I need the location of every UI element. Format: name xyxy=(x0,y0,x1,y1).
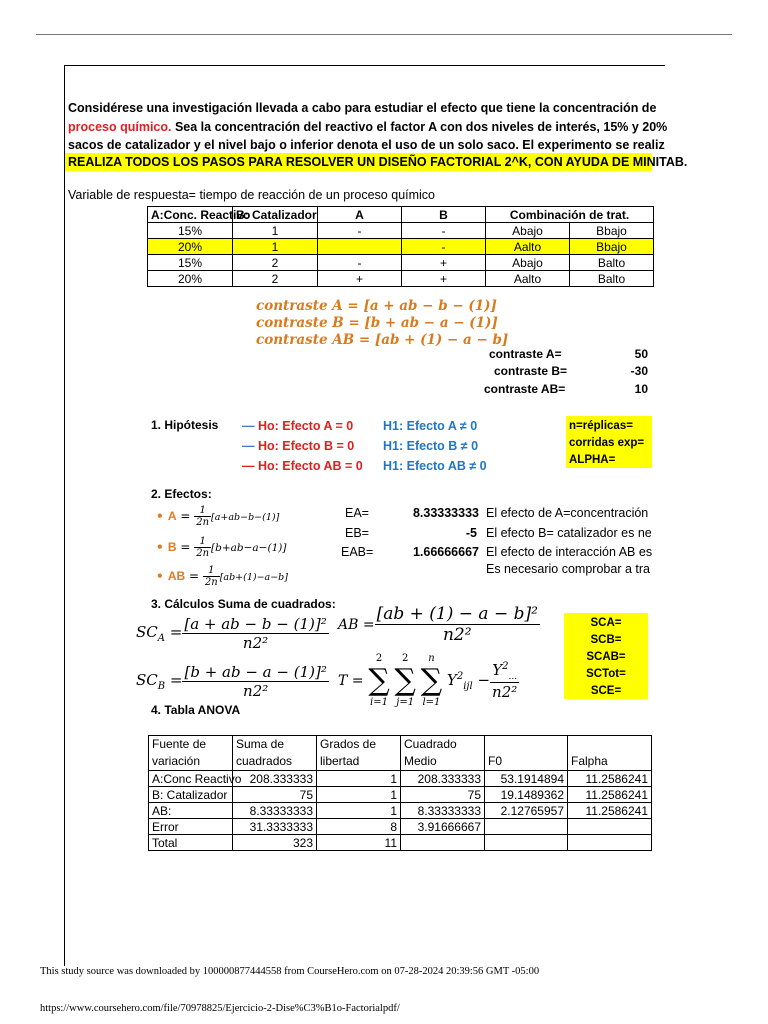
ea-label: EA= xyxy=(345,506,369,520)
contrast-b-value: -30 xyxy=(630,364,648,378)
eb-label: EB= xyxy=(345,526,369,540)
sctot-label: SCTot= xyxy=(586,668,626,680)
anova-cell: 8.33333333 xyxy=(233,803,317,819)
sct-formula: T = 2 ∑ i=1 2 ∑ j=1 n ∑ l=1 $Y^2_{ijl}$ − $\frac{Y^2_{...}}{\text{n2²}}$ xyxy=(338,653,518,708)
anova-cell: 208.333333 xyxy=(233,771,317,787)
contrast-a-label: contraste A= xyxy=(489,347,562,361)
anova-cell: 11.2586241 xyxy=(568,771,652,787)
h1-a: H1: Efecto A ≠ 0 xyxy=(383,419,478,433)
design-header-row xyxy=(148,207,654,223)
scab-formula: AB = $\frac{\text{[ab + (1) − a − b]²}}{\text{n2²}}$ xyxy=(338,604,538,645)
anova-cell xyxy=(568,819,652,835)
effect-fraction: $\frac{1}{2n}$ xyxy=(196,505,210,528)
design-cell: - xyxy=(318,223,402,239)
design-cell: 20% xyxy=(148,239,233,255)
design-row xyxy=(148,223,654,239)
scb-fraction: $\frac{\text{[b + ab − a − (1)]²}}{\text{n2²}}$ xyxy=(184,663,327,700)
scb-label: SCB= xyxy=(590,634,622,646)
effects-title: 2. Efectos: xyxy=(151,487,212,501)
effect-name: B xyxy=(167,540,177,554)
hypothesis-a xyxy=(242,419,353,433)
footer-download-note: This study source was downloaded by 100000877444558 from CourseHero.com on 07-28-2024 20:39:56 GMT -05:00 xyxy=(40,966,540,977)
anova-row xyxy=(149,819,652,835)
contrast-ab-label: contraste AB= xyxy=(484,382,566,396)
sca-fraction: $\frac{\text{[a + ab − b − (1)]²}}{\text{n2²}}$ xyxy=(184,615,327,652)
anova-cell: 8 xyxy=(317,819,401,835)
sca-label: SCA= xyxy=(590,617,622,629)
anova-cell: 75 xyxy=(233,787,317,803)
anova-title: 4. Tabla ANOVA xyxy=(151,703,241,717)
anova-header: F0 xyxy=(485,736,568,771)
param-replicas: n=réplicas= xyxy=(569,420,633,432)
hypothesis-b xyxy=(242,439,354,453)
anova-cell: 2.12765957 xyxy=(485,803,568,819)
anova-cell: AB: xyxy=(149,803,233,819)
eab-note: El efecto de interacción AB es xyxy=(486,545,653,559)
bullet-icon: • xyxy=(156,569,168,583)
h0-a: Ho: Efecto A = 0 xyxy=(257,419,354,433)
anova-header: Grados de libertad xyxy=(317,736,401,771)
dash-icon: — xyxy=(242,419,258,433)
ea-note: El efecto de A=concentración xyxy=(486,506,649,520)
bullet-icon: • xyxy=(156,509,168,523)
param-runs: corridas exp= xyxy=(569,437,645,449)
anova-header: Cuadrado Medio xyxy=(401,736,485,771)
dash-icon: — xyxy=(242,439,258,453)
bullet-icon: • xyxy=(156,540,168,554)
design-cell: Bbajo xyxy=(570,239,654,255)
ss-box xyxy=(564,613,648,699)
contrast-b-label: contraste B= xyxy=(494,364,568,378)
effect-b-formula: • B = $\frac{1}{2n}$ [b+ab−a−(1)] xyxy=(156,536,287,559)
scab-label: SCAB= xyxy=(586,651,626,663)
sct-fraction: $\frac{Y^2_{...}}{\text{n2²}}$ xyxy=(492,661,518,701)
anova-table xyxy=(148,735,652,851)
contrast-b-formula: contraste B = [b + ab − a − (1)] xyxy=(256,315,498,331)
dash-icon: — xyxy=(242,459,258,473)
design-cell: Aalto xyxy=(486,271,570,287)
anova-cell: 11.2586241 xyxy=(568,787,652,803)
design-table xyxy=(147,206,654,287)
effect-name: AB xyxy=(167,569,186,583)
intro-line-2 xyxy=(68,118,688,136)
design-cell: 1 xyxy=(233,239,318,255)
design-cell: 15% xyxy=(148,255,233,271)
anova-cell: 31.3333333 xyxy=(233,819,317,835)
effect-fraction: $\frac{1}{2n}$ xyxy=(204,565,218,588)
anova-header: Falpha xyxy=(568,736,652,771)
design-cell: 2 xyxy=(233,255,318,271)
design-cell: + xyxy=(318,271,402,287)
design-cell: 20% xyxy=(148,271,233,287)
anova-cell: 75 xyxy=(401,787,485,803)
response-variable: Variable de respuesta= tiempo de reacción de un proceso químico xyxy=(68,188,436,202)
anova-cell: 1 xyxy=(317,787,401,803)
anova-cell: 19.1489362 xyxy=(485,787,568,803)
anova-cell: B: Catalizador xyxy=(149,787,233,803)
contrast-a-value: 50 xyxy=(634,347,648,361)
params-box xyxy=(566,416,652,468)
h0-ab: Ho: Efecto AB = 0 xyxy=(257,459,363,473)
design-cell: Balto xyxy=(570,255,654,271)
hypothesis-title: 1. Hipótesis xyxy=(151,418,219,432)
sca-formula: $SC_A$ = $\frac{\text{[a + ab − b − (1)]²}}{\text{n2²}}$ xyxy=(136,615,327,652)
intro-line-1: Considérese una investigación llevada a cabo para estudiar el efecto que tiene la concentración de xyxy=(68,101,657,115)
anova-cell: 11.2586241 xyxy=(568,803,652,819)
anova-cell: Total xyxy=(149,835,233,851)
anova-cell xyxy=(568,835,652,851)
ss-title: 3. Cálculos Suma de cuadrados: xyxy=(151,597,336,611)
intro-line-2-rest: Sea la concentración del reactivo el factor A con dos niveles de interés, 15% y 20% xyxy=(171,120,668,134)
design-header: A xyxy=(318,207,402,223)
contrast-ab-value: 10 xyxy=(634,382,648,396)
anova-row xyxy=(149,835,652,851)
effect-a-formula: • A = $\frac{1}{2n}$ [a+ab−b−(1)] xyxy=(156,505,280,528)
design-cell: - xyxy=(402,239,486,255)
design-cell xyxy=(318,239,402,255)
design-header: B: Catalizador xyxy=(233,207,318,223)
anova-cell: Error xyxy=(149,819,233,835)
anova-cell xyxy=(485,835,568,851)
scab-fraction: $\frac{\text{[ab + (1) − a − b]²}}{\text{n2²}}$ xyxy=(376,604,538,645)
footer-source-url[interactable]: https://www.coursehero.com/file/70978825/Ejercicio-2-Dise%C3%B1o-Factorialpdf/ xyxy=(40,1003,400,1014)
contrast-ab-formula: contraste AB = [ab + (1) − a − b] xyxy=(256,332,509,348)
design-cell: Bbajo xyxy=(570,223,654,239)
anova-cell: 11 xyxy=(317,835,401,851)
design-cell: - xyxy=(318,255,402,271)
design-row xyxy=(148,271,654,287)
effect-ab-formula: • AB = $\frac{1}{2n}$ [ab+(1)−a−b] xyxy=(156,565,288,588)
effect-expr: [b+ab−a−(1)] xyxy=(211,542,287,554)
anova-cell: 8.33333333 xyxy=(401,803,485,819)
design-row-highlighted xyxy=(148,239,654,255)
anova-cell: 1 xyxy=(317,803,401,819)
anova-cell: 323 xyxy=(233,835,317,851)
hypothesis-ab xyxy=(242,459,363,473)
design-header: Combinación de trat. xyxy=(486,207,654,223)
ea-value: 8.33333333 xyxy=(412,506,479,520)
design-cell: Aalto xyxy=(486,239,570,255)
design-cell: - xyxy=(402,223,486,239)
effect-fraction: $\frac{1}{2n}$ xyxy=(196,536,210,559)
design-header: B xyxy=(402,207,486,223)
eab-value: 1.66666667 xyxy=(412,545,479,559)
anova-cell xyxy=(401,835,485,851)
anova-cell: 208.333333 xyxy=(401,771,485,787)
effect-expr: [a+ab−b−(1)] xyxy=(211,512,280,523)
anova-row xyxy=(149,771,652,787)
anova-cell: 3.91666667 xyxy=(401,819,485,835)
anova-header: Fuente de variación xyxy=(149,736,233,771)
contrast-a-formula: contraste A = [a + ab − b − (1)] xyxy=(256,298,497,314)
design-cell: Balto xyxy=(570,271,654,287)
eb-note: El efecto B= catalizador es ne xyxy=(486,526,652,540)
anova-cell xyxy=(485,819,568,835)
design-cell: 15% xyxy=(148,223,233,239)
eab-label: EAB= xyxy=(341,545,374,559)
design-cell: Abajo xyxy=(486,255,570,271)
design-header: A:Conc. Reactivo xyxy=(148,207,233,223)
design-cell: 2 xyxy=(233,271,318,287)
design-cell: + xyxy=(402,271,486,287)
design-cell: + xyxy=(402,255,486,271)
scb-formula: $SC_B$ = $\frac{\text{[b + ab − a − (1)]²}}{\text{n2²}}$ xyxy=(136,663,327,700)
eb-value: -5 xyxy=(465,526,477,540)
extra-note: Es necesario comprobar a tra xyxy=(486,562,650,576)
effect-name: A xyxy=(167,509,177,523)
h0-b: Ho: Efecto B = 0 xyxy=(257,439,355,453)
h1-ab: H1: Efecto AB ≠ 0 xyxy=(383,459,487,473)
h1-b: H1: Efecto B ≠ 0 xyxy=(383,439,479,453)
effect-expr: [ab+(1)−a−b] xyxy=(219,572,288,583)
anova-cell: 1 xyxy=(317,771,401,787)
anova-row xyxy=(149,787,652,803)
anova-cell: 53.1914894 xyxy=(485,771,568,787)
intro-highlight: proceso químico. xyxy=(68,120,172,134)
anova-header: Suma de cuadrados xyxy=(233,736,317,771)
intro-line-3: sacos de catalizador y el nivel bajo o inferior denota el uso de un solo saco. El experimento se realiz xyxy=(68,138,665,152)
anova-cell: A:Conc Reactivo xyxy=(149,771,233,787)
design-row xyxy=(148,255,654,271)
sce-label: SCE= xyxy=(590,685,622,697)
param-alpha: ALPHA= xyxy=(569,454,616,466)
anova-header-row xyxy=(149,736,652,771)
anova-row xyxy=(149,803,652,819)
design-cell: 1 xyxy=(233,223,318,239)
design-cell: Abajo xyxy=(486,223,570,239)
instruction-text: REALIZA TODOS LOS PASOS PARA RESOLVER UN DISEÑO FACTORIAL 2^K, CON AYUDA DE MINITAB. xyxy=(68,155,688,169)
